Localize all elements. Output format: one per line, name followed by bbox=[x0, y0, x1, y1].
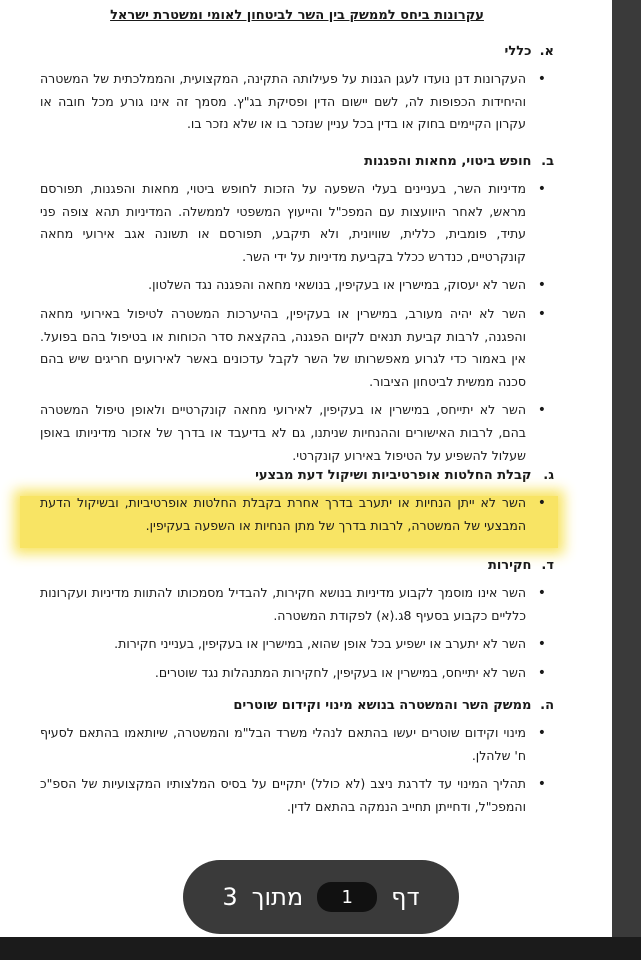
section-letter: ד. bbox=[541, 558, 554, 573]
list-item: • השר לא ייתן הנחיות או יתערב בדרך אחרת בקבלת החלטות אופרטיביות, ובשיקול הדעת המבצעי של המשטרה, לרבות בדרך של מתן הנחיות או השפעה בעקיפין. bbox=[40, 492, 554, 537]
viewer-bottom-bar bbox=[0, 937, 641, 960]
section-letter: א. bbox=[539, 44, 554, 59]
section-title: כללי bbox=[504, 44, 532, 59]
section-heading bbox=[40, 556, 554, 576]
current-page-field[interactable]: 1 bbox=[317, 882, 377, 912]
section-heading bbox=[40, 466, 554, 486]
list-item: • מינוי וקידום שוטרים יעשו בהתאם לנהלי משרד הבל"מ והמשטרה, שיותאמו בהתאם לסעיף ח' שלהלן. bbox=[40, 722, 554, 767]
list-item: • השר לא יתייחס, במישרין או בעקיפין, לאירועי מחאה קונקרטיים ולאופן טיפול המשטרה בהם, לרבות האישורים וההנחיות שניתנו, גם לא בדיעבד או בדרך של אזכור מדיניותו באופן שעלול להשפיע על הטיפול באירוע קונקרטי. bbox=[40, 399, 554, 467]
list-item: • השר אינו מוסמך לקבוע מדיניות בנושא חקירות, להבדיל מסמכותו להתוות מדיניות ועקרונות כלליים כקבוע בסעיף 8ג.(א) לפקודת המשטרה. bbox=[40, 582, 554, 627]
viewer-side-edge bbox=[612, 0, 641, 937]
section-letter: ה. bbox=[540, 698, 554, 713]
list-item: • העקרונות דנן נועדו לעגן הגנות על פעילותה התקינה, המקצועית, והממלכתית של המשטרה והיחידות הכפופות לה, לשם יישום הדין ופסיקת בג"ץ. מסמך זה אינו גורע מכל חובה או עקרון הקיימים בחוק או בדין בכל עניין שנזכר בו או שלא נזכר בו. bbox=[40, 68, 554, 136]
section-appointments bbox=[40, 696, 554, 818]
section-heading bbox=[40, 152, 554, 172]
list-item: • תהליך המינוי עד לדרגת ניצב (לא כולל) יתקיים על בסיס המלצותיו המקצועיות של הספ"כ והמפכ"ל, ודחייתן תחייב הנמקה בהתאם לדין. bbox=[40, 773, 554, 818]
section-operational-decisions bbox=[40, 466, 554, 537]
page-indicator[interactable] bbox=[183, 860, 459, 934]
section-title: חופש ביטוי, מחאות והפגנות bbox=[364, 154, 532, 169]
section-letter: ג. bbox=[543, 468, 554, 483]
section-title: ממשק השר והמשטרה בנושא מינוי וקידום שוטרים bbox=[233, 698, 532, 713]
section-heading bbox=[40, 42, 554, 62]
section-title: קבלת החלטות אופרטיביות ושיקול דעת מבצעי bbox=[255, 468, 532, 483]
list-item: • השר לא יעסוק, במישרין או בעקיפין, בנושאי מחאה והפגנה נגד השלטון. bbox=[40, 274, 554, 297]
section-investigations bbox=[40, 556, 554, 684]
section-free-speech bbox=[40, 152, 554, 467]
list-item: • השר לא יתערב או ישפיע בכל אופן שהוא, במישרין או בעקיפין, בענייני חקירות. bbox=[40, 633, 554, 656]
section-heading bbox=[40, 696, 554, 716]
page-prefix-label: דף bbox=[391, 883, 420, 911]
section-letter: ב. bbox=[541, 154, 554, 169]
document-title: עקרונות ביחס לממשק בין השר לביטחון לאומי ומשטרת ישראל bbox=[110, 8, 484, 23]
list-item: • מדיניות השר, בעניינים בעלי השפעה על הזכות לחופש ביטוי, מחאות והפגנות, תפורסם מראש, לאחר היוועצות עם המפכ"ל והייעוץ המשפטי לממשלה. המדיניות תהא צופה פני עתיד, פומבית, כללית, שוויונית, ולא תיקבע, תפורסם או תשונה אגב אירועי מחאה קונקרטיים, כנדרש ככלל בקביעת מדיניות על ידי השר. bbox=[40, 178, 554, 268]
list-item: • השר לא יתייחס, במישרין או בעקיפין, לחקירות המתנהלות נגד שוטרים. bbox=[40, 662, 554, 685]
section-general bbox=[40, 42, 554, 136]
total-pages: 3 bbox=[222, 883, 238, 911]
list-item: • השר לא יהיה מעורב, במישרין או בעקיפין, בהיערכות המשטרה לטיפול באירועי מחאה והפגנה, לרבות קביעת תנאים לקיום הפגנה, בהקצאת סדר הכוחות או בטיפול בהם בפועל. אין באמור כדי לגרוע מאפשרותו של השר לקבל עדכונים באשר לאירועים חריגים שיש בהם סכנה ממשית לביטחון הציבור. bbox=[40, 303, 554, 393]
page-of-label: מתוך bbox=[251, 883, 304, 911]
section-title: חקירות bbox=[487, 558, 532, 573]
